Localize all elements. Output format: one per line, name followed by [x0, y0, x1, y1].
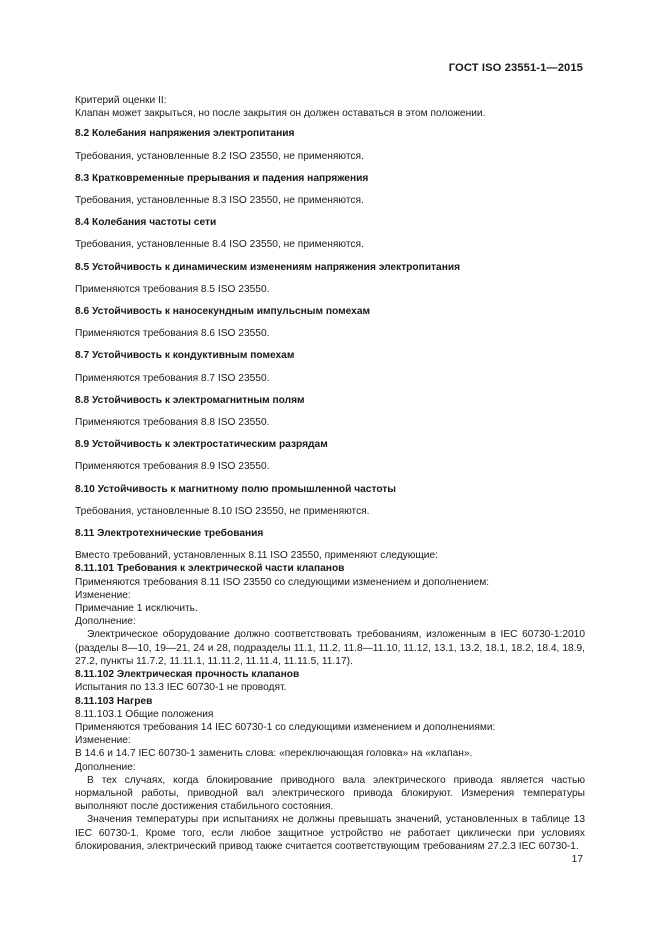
section-8-11-103-1-paragraph: В тех случаях, когда блокирование приводного вала электрического привода является частью нормальной работы, приводной вал электрического привода блокируют. Измерения температуры выполняют после достижения стабильного состояния. [75, 774, 585, 813]
section-8-11-intro: Вместо требований, установленных 8.11 ISO 23550, применяют следующие: [75, 550, 438, 562]
section-8-11-101-addition: Электрическое оборудование должно соответствовать требованиям, изложенным в IEC 60730-1:2010 (разделы 8—10, 19—21, 24 и 28, подразделы 11.1, 11.2, 11.8—11.10, 11.12, 13.1, 13.2, 18.1, 18.2, 18.4, 18.9, 27.2, пункты 11.7.2, 11.11.1, 11.11.2, 11.11.4, 11.11.5, 11.17). [75, 629, 585, 667]
page-number: 17 [571, 854, 583, 865]
section-8-9-body: Применяются требования 8.9 ISO 23550. [75, 461, 270, 473]
section-8-11-103-1-title: 8.11.103.1 Общие положения [75, 708, 214, 720]
section-8-5-body: Применяются требования 8.5 ISO 23550. [75, 283, 270, 295]
section-8-10-body: Требования, установленные 8.10 ISO 23550, не применяются. [75, 505, 370, 517]
section-8-11-103-1-body: Применяются требования 14 IEC 60730-1 со следующими изменением и дополнениями: [75, 721, 496, 733]
document-header: ГОСТ ISO 23551-1—2015 [448, 62, 583, 74]
section-8-8-body: Применяются требования 8.8 ISO 23550. [75, 417, 270, 429]
section-8-2-title: 8.2 Колебания напряжения электропитания [75, 128, 295, 140]
section-8-10-title: 8.10 Устойчивость к магнитному полю промышленной частоты [75, 483, 396, 495]
section-8-11-102-body: Испытания по 13.3 IEC 60730-1 не проводят. [75, 682, 287, 694]
section-8-6-body: Применяются требования 8.6 ISO 23550. [75, 328, 270, 340]
section-8-11-101-title: 8.11.101 Требования к электрической части клапанов [75, 563, 345, 575]
section-8-3-body: Требования, установленные 8.3 ISO 23550, не применяются. [75, 195, 364, 207]
section-8-11-title: 8.11 Электротехнические требования [75, 528, 264, 540]
change-label: Изменение: [75, 735, 131, 747]
section-8-8-title: 8.8 Устойчивость к электромагнитным полям [75, 394, 305, 406]
section-8-5-title: 8.5 Устойчивость к динамическим изменениям напряжения электропитания [75, 261, 461, 273]
section-8-2-body: Требования, установленные 8.2 ISO 23550, не применяются. [75, 150, 364, 162]
criterion-text: Клапан может закрыться, но после закрытия он должен оставаться в этом положении. [75, 108, 486, 120]
addition-label: Дополнение: [75, 761, 136, 773]
section-8-11-103-1-paragraph: Значения температуры при испытаниях не должны превышать значений, установленных в таблице 13 IEC 60730-1. Кроме того, если любое защитное устройство не работает циклически при условиях блокирования, электрический привод также считается соответствующим требованиям 27.2.3 IEC 60730-1. [75, 814, 585, 852]
section-8-7-body: Применяются требования 8.7 ISO 23550. [75, 372, 270, 384]
section-8-9-title: 8.9 Устойчивость к электростатическим разрядам [75, 439, 328, 451]
change-label: Изменение: [75, 589, 131, 601]
addition-label: Дополнение: [75, 616, 136, 628]
section-8-3-title: 8.3 Кратковременные прерывания и падения напряжения [75, 172, 369, 184]
section-8-4-body: Требования, установленные 8.4 ISO 23550, не применяются. [75, 239, 364, 251]
section-8-11-101-body: Применяются требования 8.11 ISO 23550 со следующими изменением и дополнением: [75, 576, 490, 588]
section-8-6-title: 8.6 Устойчивость к наносекундным импульсным помехам [75, 306, 371, 318]
criterion-label: Критерий оценки II: [75, 95, 167, 106]
section-8-11-103-1-change: В 14.6 и 14.7 IEC 60730-1 заменить слова: «переключающая головка» на «клапан». [75, 748, 473, 760]
section-8-4-title: 8.4 Колебания частоты сети [75, 217, 217, 229]
page-content [75, 94, 585, 853]
section-8-7-title: 8.7 Устойчивость к кондуктивным помехам [75, 350, 295, 362]
section-8-11-101-change: Примечание 1 исключить. [75, 603, 198, 615]
section-8-11-102-title: 8.11.102 Электрическая прочность клапанов [75, 669, 300, 681]
section-8-11-103-title: 8.11.103 Нагрев [75, 695, 153, 707]
